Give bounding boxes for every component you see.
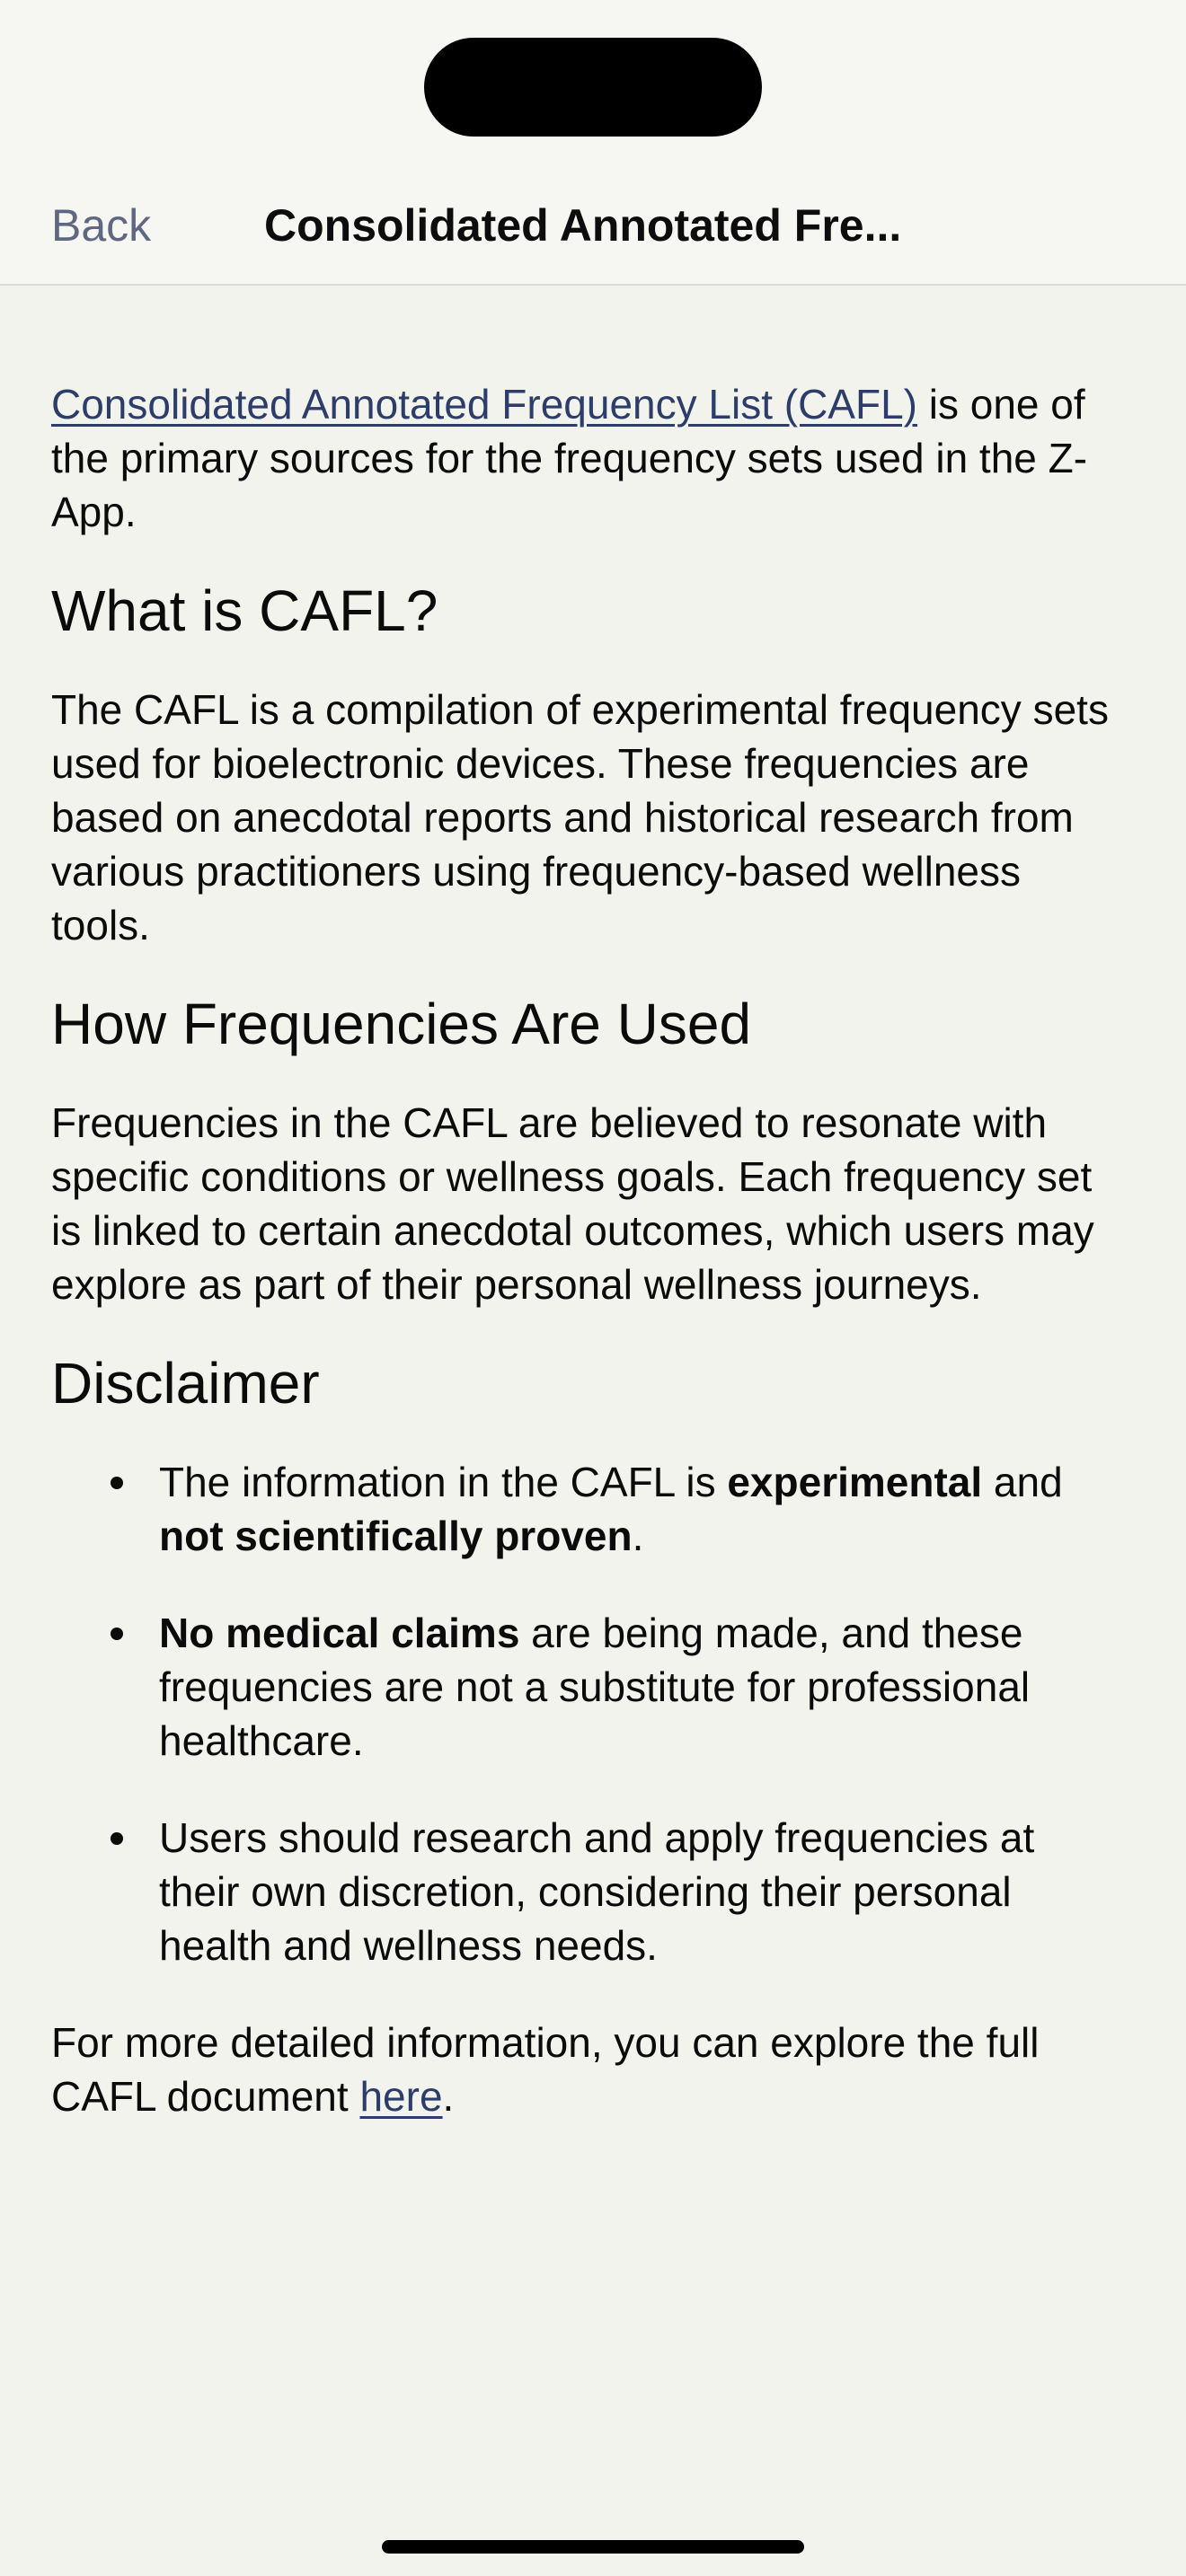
- cafl-link[interactable]: Consolidated Annotated Frequency List (CAFL): [51, 381, 917, 428]
- how-frequencies-paragraph: Frequencies in the CAFL are believed to resonate with specific conditions or wellness goals. Each frequency set is linked to certain anecdotal outcomes, which users may explore as part of their personal wellness journeys.: [51, 1099, 1094, 1308]
- cafl-document-link[interactable]: here: [359, 2073, 443, 2120]
- dynamic-island: [424, 38, 762, 137]
- heading-how-frequencies-used: How Frequencies Are Used: [51, 992, 752, 1056]
- home-indicator[interactable]: [382, 2540, 804, 2554]
- list-item: Users should research and apply frequencies at their own discretion, considering their personal health and wellness needs.: [51, 1811, 1120, 1972]
- intro-paragraph: [51, 377, 1120, 539]
- footer-paragraph: For more detailed information, you can explore the full CAFL document here.: [51, 2019, 1040, 2120]
- list-item: No medical claims are being made, and these frequencies are not a substitute for professional healthcare.: [51, 1606, 1120, 1768]
- bullet-icon: [111, 1628, 123, 1640]
- disclaimer-list: [51, 1455, 1120, 1972]
- article-content: [51, 377, 1120, 2159]
- what-is-cafl-paragraph: The CAFL is a compilation of experimental frequency sets used for bioelectronic devices. These frequencies are based on anecdotal reports and historical research from various practitioners using frequency-based wellness tools.: [51, 686, 1109, 948]
- navigation-bar: [0, 0, 1186, 286]
- bullet-icon: [111, 1832, 123, 1845]
- back-button[interactable]: Back: [51, 200, 152, 251]
- intro-text: is one of the primary sources for the frequency sets used in the Z-App.: [51, 381, 1088, 535]
- heading-disclaimer: Disclaimer: [51, 1351, 320, 1416]
- bullet-icon: [111, 1477, 123, 1489]
- heading-what-is-cafl: What is CAFL?: [51, 578, 438, 643]
- page-title: Consolidated Annotated Fre...: [264, 200, 902, 251]
- list-item: The information in the CAFL is experimental and not scientifically proven.: [51, 1455, 1120, 1563]
